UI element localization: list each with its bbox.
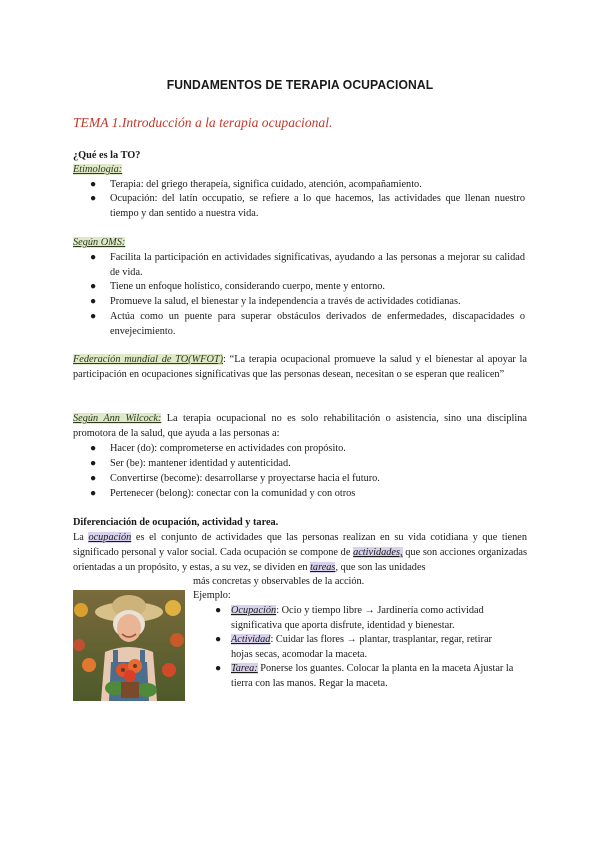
wilcock-paragraph: Según Ann Wilcock: La terapia ocupacional no es solo rehabilitación o asistencia, sino una disciplina promotora de la salud, que ayuda a las personas a:: [73, 413, 527, 439]
gardener-photo: [73, 590, 185, 701]
list-item: ● Pertenecer (belong): conectar con la comunidad y con otros: [90, 488, 356, 499]
list-item: ● Ser (be): mantener identidad y autenticidad.: [90, 458, 291, 469]
example-item-tarea: ● Tarea: Ponerse los guantes. Colocar la planta en la maceta Ajustar la tierra con las manos. Regar la maceta.: [215, 663, 514, 689]
ejemplo-label: Ejemplo:: [193, 590, 231, 601]
diferenciacion-paragraph-end: más concretas y observables de la acción.: [193, 576, 365, 587]
list-item: ● Actúa como un puente para superar obstáculos derivados de enfermedades, discapacidades o envejecimiento.: [90, 311, 525, 337]
list-item: ● Facilita la participación en actividades significativas, ayudando a las personas a mejorar su calidad de vida.: [90, 252, 525, 278]
example-item-actividad: ● Actividad: Cuidar las flores → plantar, trasplantar, regar, retirar hojas secas, acomodar la maceta.: [215, 634, 492, 660]
example-item-ocupacion: ● Ocupación: Ocio y tiempo libre → Jardinería como actividad significativa que aporta disfrute, identidad y bienestar.: [215, 605, 484, 631]
section-heading-diferenciacion: Diferenciación de ocupación, actividad y tarea.: [73, 517, 279, 528]
wfot-paragraph: Federación mundial de TO(WFOT): “La terapia ocupacional promueve la salud y el bienestar al apoyar la participación en ocupaciones significativas que las personas desean, necesitan o se esperan que realicen”: [73, 354, 527, 380]
list-item: ● Tiene un enfoque holístico, considerando cuerpo, mente y entorno.: [90, 281, 385, 292]
list-item: ● Convertirse (become): desarrollarse y proyectarse hacia el futuro.: [90, 473, 380, 484]
diferenciacion-paragraph: La ocupación es el conjunto de actividades que las personas realizan en su vida cotidiana y que tienen significado personal y valor social. Cada ocupación se compone de actividades, que son acciones organizadas orientadas a un propósito, y estas, a su vez, se dividen en tareas, que son las unidades: [73, 532, 527, 573]
section-heading-que-es: ¿Qué es la TO?: [73, 150, 141, 161]
etimologia-label: Etimología:: [73, 164, 123, 175]
list-item: ● Terapia: del griego therapeía, significa cuidado, atención, acompañamiento.: [90, 179, 422, 190]
oms-label: Según OMS:: [73, 237, 126, 248]
list-item: ● Hacer (do): comprometerse en actividades con propósito.: [90, 443, 346, 454]
list-item: ● Ocupación: del latín occupatio, se refiere a lo que hacemos, las actividades que llenan nuestro tiempo y dan sentido a nuestra vida.: [90, 193, 525, 219]
topic-heading: TEMA 1.Introducción a la terapia ocupacional.: [73, 115, 333, 130]
document-title: FUNDAMENTOS DE TERAPIA OCUPACIONAL: [166, 77, 434, 92]
list-item: ● Promueve la salud, el bienestar y la independencia a través de actividades cotidianas.: [90, 296, 461, 307]
